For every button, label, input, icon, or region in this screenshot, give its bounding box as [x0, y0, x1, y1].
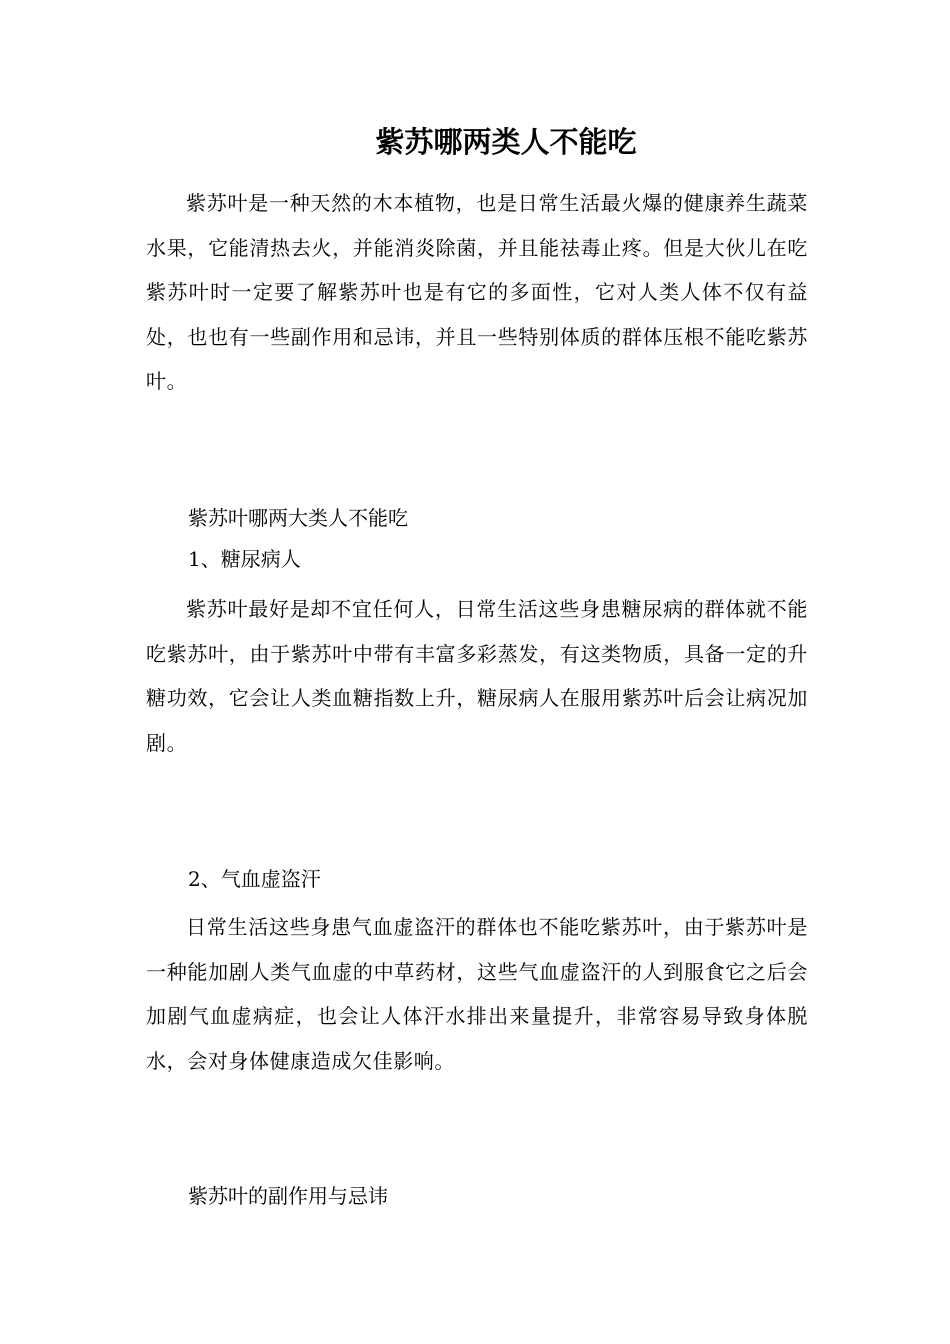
document-title: 紫苏哪两类人不能吃 [375, 125, 637, 159]
item2-heading: 2、气血虚盗汗 [188, 867, 321, 891]
section2-heading: 紫苏叶的副作用与忌讳 [188, 1184, 388, 1208]
item2-paragraph: 日常生活这些身患气血虚盗汗的群体也不能吃紫苏叶，由于紫苏叶是一种能加剧人类气血虚的中草药材，这些气血虚盗汗的人到服食它之后会加剧气血虚病症，也会让人体汗水排出来量提升，非常容易导致身体脱水，会对身体健康造成欠佳影响。 [146, 915, 808, 1073]
item1-paragraph: 紫苏叶最好是却不宜任何人，日常生活这些身患糖尿病的群体就不能吃紫苏叶，由于紫苏叶中带有丰富多彩蒸发，有这类物质，具备一定的升糖功效，它会让人类血糖指数上升，糖尿病人在服用紫苏叶后会让病况加剧。 [146, 597, 808, 755]
section-heading: 紫苏叶哪两大类人不能吃 [188, 506, 408, 530]
intro-paragraph: 紫苏叶是一种天然的木本植物，也是日常生活最火爆的健康养生蔬菜水果，它能清热去火，并能消炎除菌，并且能祛毒止疼。但是大伙儿在吃紫苏叶时一定要了解紫苏叶也是有它的多面性，它对人类人体不仅有益处，也也有一些副作用和忌讳，并且一些特别体质的群体压根不能吃紫苏叶。 [146, 191, 808, 393]
item1-heading: 1、糖尿病人 [188, 547, 301, 571]
